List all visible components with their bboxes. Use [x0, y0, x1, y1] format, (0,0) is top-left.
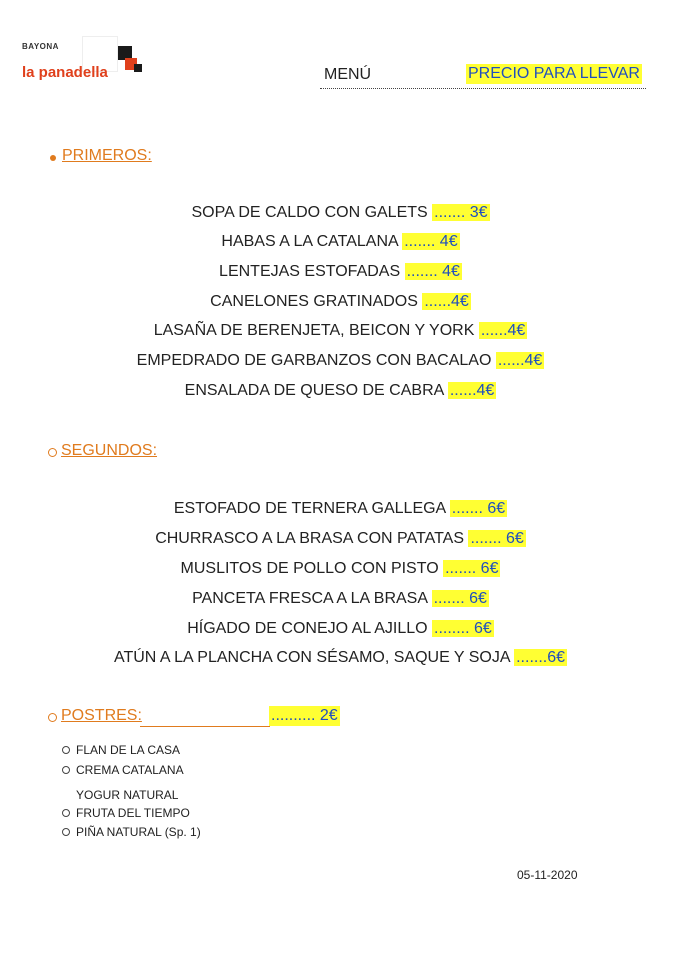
section-title-postres: POSTRES: — [61, 707, 142, 724]
section-title-segundos: SEGUNDOS: — [61, 442, 158, 459]
item-name: HABAS A LA CATALANA — [221, 233, 403, 250]
item-name: ENSALADA DE QUESO DE CABRA — [184, 382, 448, 399]
item-name: HÍGADO DE CONEJO AL AJILLO — [187, 620, 432, 637]
menu-title: MENÚ — [324, 66, 372, 83]
menu-item — [0, 204, 681, 222]
menu-item — [0, 382, 681, 400]
item-price: .......6€ — [516, 649, 566, 666]
dessert-item: CREMA CATALANA — [76, 763, 184, 777]
menu-item — [0, 293, 681, 311]
dessert-item: YOGUR NATURAL — [76, 788, 179, 802]
logo — [22, 36, 152, 92]
item-price: ........ 6€ — [434, 620, 492, 637]
item-name: EMPEDRADO DE GARBANZOS CON BACALAO — [136, 352, 496, 369]
list-bullet-icon — [62, 766, 70, 774]
item-price: ....... 6€ — [451, 500, 506, 517]
menu-item — [0, 352, 681, 370]
logo-name: la panadella — [22, 64, 108, 81]
item-name: PANCETA FRESCA A LA BRASA — [192, 590, 432, 607]
logo-top-text: BAYONA — [22, 42, 59, 51]
list-bullet-icon — [62, 809, 70, 817]
item-price: ......4€ — [497, 352, 543, 369]
menu-item — [0, 322, 681, 340]
price-title: PRECIO PARA LLEVAR — [468, 65, 640, 82]
item-price: ....... 6€ — [433, 590, 487, 607]
item-price: ....... 6€ — [445, 560, 499, 577]
section-bullet-icon — [48, 713, 57, 722]
menu-item — [0, 263, 681, 281]
menu-item — [0, 590, 681, 608]
dessert-item: PIÑA NATURAL (Sp. 1) — [76, 825, 201, 839]
item-price: ....... 3€ — [434, 204, 488, 221]
postres-underline — [140, 726, 270, 727]
item-name: MUSLITOS DE POLLO CON PISTO — [180, 560, 444, 577]
item-name: ATÚN A LA PLANCHA CON SÉSAMO, SAQUE Y SOJA — [113, 649, 515, 666]
dessert-item: FLAN DE LA CASA — [76, 743, 181, 757]
section-title-primeros: PRIMEROS: — [62, 147, 152, 164]
item-name: LASAÑA DE BERENJETA, BEICON Y YORK — [153, 322, 479, 339]
item-price: ......4€ — [449, 382, 495, 399]
item-name: ESTOFADO DE TERNERA GALLEGA — [173, 500, 450, 517]
menu-item — [0, 560, 681, 578]
item-price: ......4€ — [424, 293, 469, 310]
logo-square-icon — [134, 64, 142, 72]
item-price: ......4€ — [480, 322, 526, 339]
item-name: CANELONES GRATINADOS — [210, 293, 423, 310]
item-price: ....... 4€ — [404, 233, 458, 250]
section-bullet-icon — [50, 155, 56, 161]
dessert-item: FRUTA DEL TIEMPO — [76, 806, 190, 820]
item-price: ....... 4€ — [406, 263, 460, 280]
item-name: SOPA DE CALDO CON GALETS — [191, 204, 433, 221]
item-name: CHURRASCO A LA BRASA CON PATATAS — [155, 530, 469, 547]
header-divider — [320, 88, 646, 89]
item-price: ....... 6€ — [470, 530, 524, 547]
menu-item — [0, 649, 681, 667]
postres-price: .......... 2€ — [271, 707, 338, 724]
menu-item — [0, 500, 681, 518]
menu-item — [0, 530, 681, 548]
document-date: 05-11-2020 — [517, 868, 578, 882]
list-bullet-icon — [62, 746, 70, 754]
item-name: LENTEJAS ESTOFADAS — [219, 263, 405, 280]
section-bullet-icon — [48, 448, 57, 457]
list-bullet-icon — [62, 828, 70, 836]
menu-item — [0, 233, 681, 251]
menu-item — [0, 620, 681, 638]
